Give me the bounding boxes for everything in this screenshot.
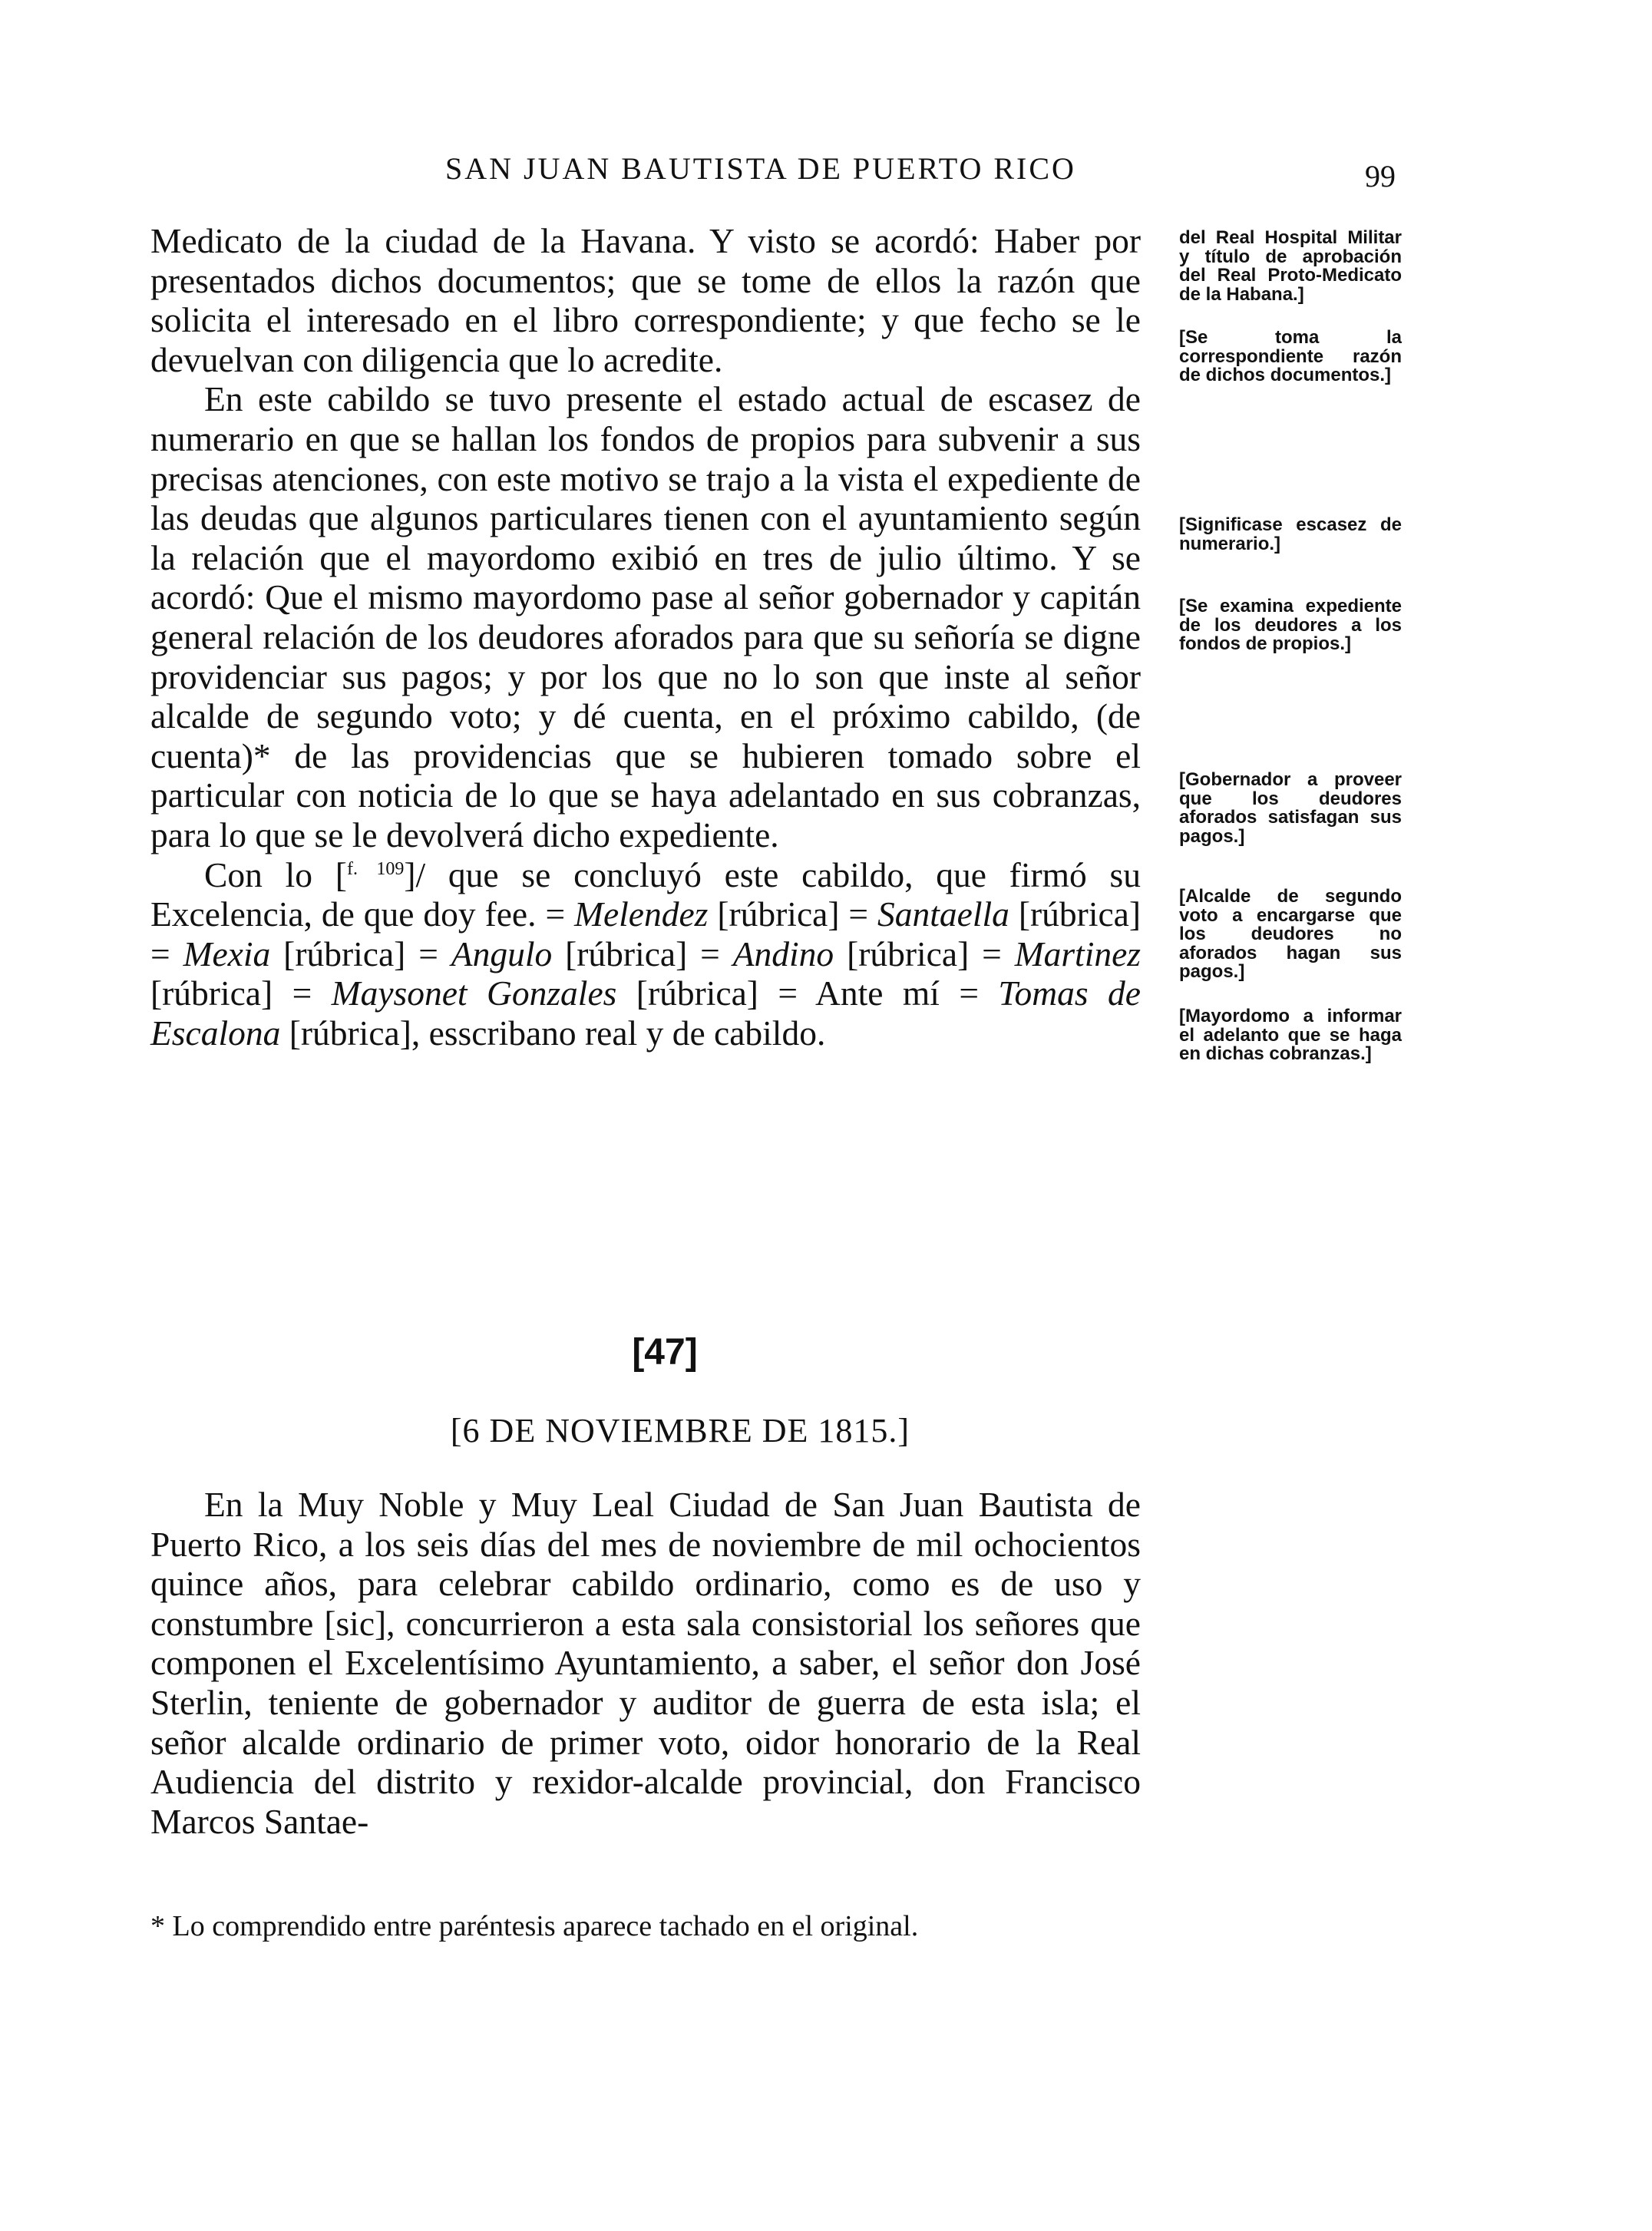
document-date: [6 DE NOVIEMBRE DE 1815.] bbox=[450, 1412, 910, 1449]
folio-marker: f. 109 bbox=[346, 858, 405, 879]
signature-name: Melendez bbox=[574, 894, 709, 934]
signature-name: Angulo bbox=[451, 934, 553, 973]
page-number: 99 bbox=[1365, 159, 1396, 193]
sidenote: [Gobernador a proveer que los deudores aforados satisfagan sus pagos.] bbox=[1179, 769, 1402, 847]
signature-name: Martinez bbox=[1014, 934, 1141, 973]
sidenote: [Significase escasez de numerario.] bbox=[1179, 514, 1402, 554]
sidenote: [Se toma la correspondiente razón de dichos documentos.] bbox=[1179, 327, 1402, 385]
signature-name: Andino bbox=[732, 934, 834, 973]
main-text-bottom bbox=[150, 1485, 1141, 1841]
footnote: * Lo comprendido entre paréntesis aparece tachado en el original. bbox=[150, 1910, 919, 1942]
signature-name: Tomas de Escalona bbox=[150, 973, 1141, 1053]
sidenote: [Se examina expediente de los deudores a los fondos de propios.] bbox=[1179, 596, 1402, 654]
sidenote: [Mayordomo a informar el adelanto que se haga en dichas cobranzas.] bbox=[1179, 1006, 1402, 1064]
signature-name: Maysonet Gonzales bbox=[331, 973, 617, 1013]
sidenote: del Real Hospital Militar y título de aprobación del Real Proto-Medicato de la Habana.] bbox=[1179, 227, 1402, 305]
main-text-top bbox=[150, 221, 1141, 1053]
paragraph: Medicato de la ciudad de la Havana. Y visto se acordó: Haber por presentados dichos documentos; que se tome de ellos la razón que solicita el interesado en el libro correspondiente; y que fecho se le devuelvan con diligencia que lo acredite. bbox=[150, 221, 1141, 379]
signature-paragraph: Con lo [$^{f. 109}$]/ que se concluyó este cabildo, que firmó su Excelencia, de que doy fee. = Melendez [rúbrica] = Santaella [rúbrica] = Mexia [rúbrica] = Angulo [rúbrica] = Andino [rúbrica] = Martinez [rúbrica] = Maysonet Gonzales [rúbrica] = Ante mí = Tomas de Escalona [rúbrica], esscribano real y de cabildo. bbox=[150, 854, 1141, 1053]
paragraph: En la Muy Noble y Muy Leal Ciudad de San Juan Bautista de Puerto Rico, a los seis días del mes de noviembre de mil ochocientos quince años, para celebrar cabildo ordinario, como es de uso y constumbre [sic], concurrieron a esta sala consistorial los señores que componen el Excelentísimo Ayuntamiento, a saber, el señor don José Sterlin, teniente de gobernador y auditor de guerra de esta isla; el señor alcalde ordinario de primer voto, oidor honorario de la Real Audiencia del distrito y rexidor-alcalde provincial, don Francisco Marcos Santae- bbox=[150, 1485, 1141, 1841]
sidenote: [Alcalde de segundo voto a encargarse que los deudores no aforados hagan sus pagos.] bbox=[1179, 886, 1402, 982]
paragraph: En este cabildo se tuvo presente el estado actual de escasez de numerario en que se hallan los fondos de propios para subvenir a sus precisas atenciones, con este motivo se trajo a la vista el expediente de las deudas que algunos particulares tienen con el ayuntamiento según la relación que el mayordomo exibió en tres de julio último. Y se acordó: Que el mismo mayordomo pase al señor gobernador y capitán general relación de los deudores aforados para que su señoría se digne providenciar sus pagos; y por los que no lo son que inste al señor alcalde de segundo voto; y dé cuenta, en el próximo cabildo, (de cuenta)* de las providencias que se hubieren tomado sobre el particular con noticia de lo que se haya adelantado en sus cobranzas, para lo que se le devolverá dicho expediente. bbox=[150, 379, 1141, 854]
document-number: [47] bbox=[632, 1332, 698, 1373]
signature-name: Santaella bbox=[877, 894, 1009, 934]
signature-name: Mexia bbox=[183, 934, 271, 973]
running-header: SAN JUAN BAUTISTA DE PUERTO RICO bbox=[445, 151, 1076, 186]
